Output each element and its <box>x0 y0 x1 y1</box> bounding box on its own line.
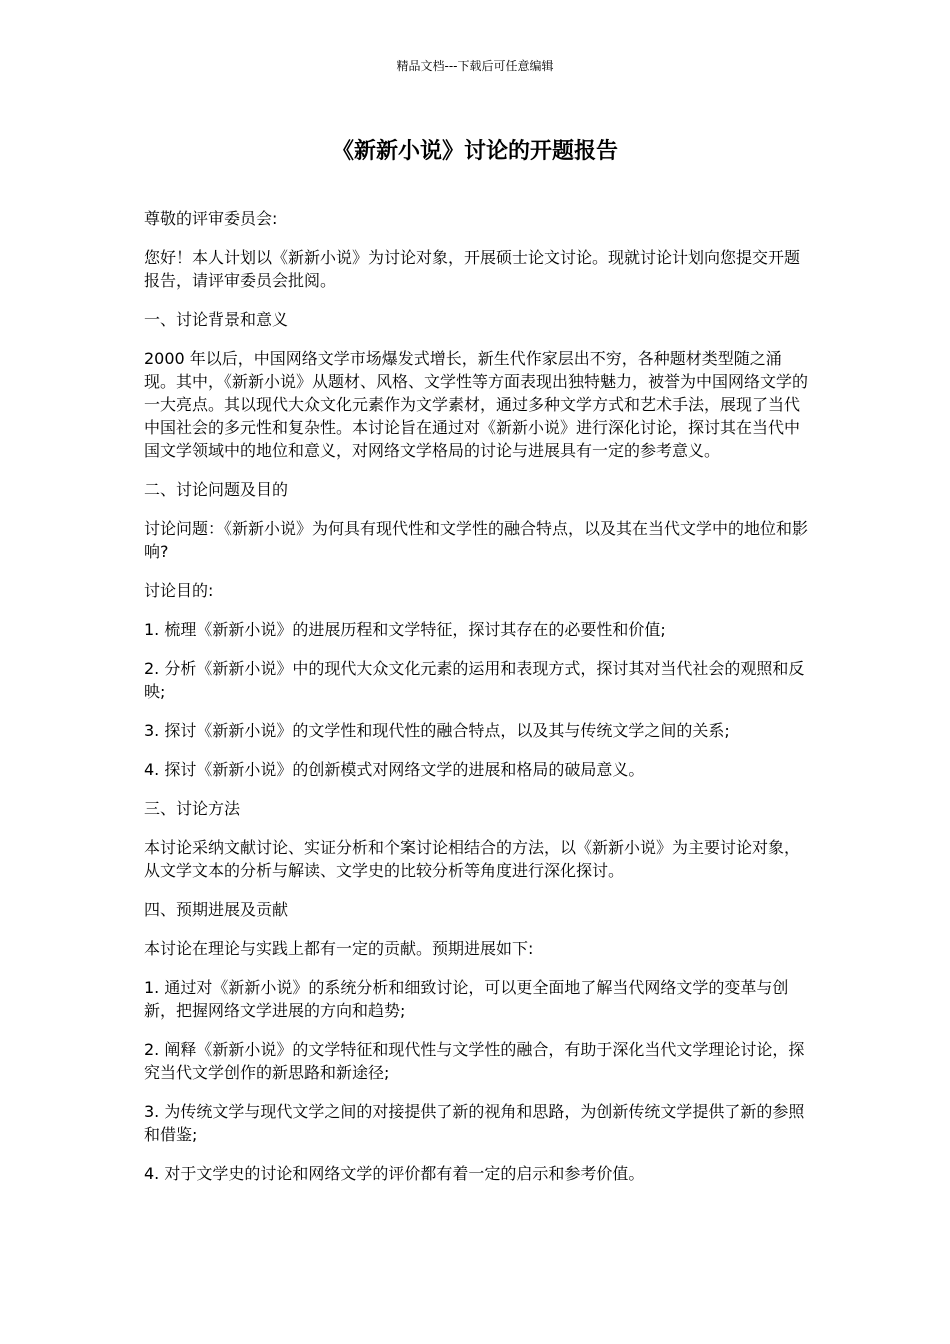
expected-item-1: 1. 通过对《新新小说》的系统分析和细致讨论，可以更全面地了解当代网络文学的变革与创新，把握网络文学进展的方向和趋势; <box>144 978 789 1020</box>
research-question-paragraph: 讨论问题：《新新小说》为何具有现代性和文学性的融合特点，以及其在当代文学中的地位和影响? <box>144 519 809 561</box>
intro-paragraph: 您好！本人计划以《新新小说》为讨论对象，开展硕士论文讨论。现就讨论计划向您提交开题报告，请评审委员会批阅。 <box>144 248 801 290</box>
section-heading-expected: 四、预期进展及贡献 <box>144 900 289 919</box>
background-paragraph: 2000 年以后，中国网络文学市场爆发式增长，新生代作家层出不穷，各种题材类型随之涌现。其中，《新新小说》从题材、风格、文学性等方面表现出独特魅力，被誉为中国网络文学的一大亮点。其以现代大众文化元素作为文学素材，通过多种文学方式和艺术手法，展现了当代中国社会的多元性和复杂性。本讨论旨在通过对《新新小说》进行深化讨论，探讨其在当代中国文学领域中的地位和意义，对网络文学格局的讨论与进展具有一定的参考意义。 <box>144 349 809 460</box>
section-heading-questions: 二、讨论问题及目的 <box>144 480 289 499</box>
section-heading-methods: 三、讨论方法 <box>144 799 241 818</box>
expected-item-3: 3. 为传统文学与现代文学之间的对接提供了新的视角和思路，为创新传统文学提供了新的参照和借鉴; <box>144 1102 805 1144</box>
document-title: 《新新小说》讨论的开题报告 <box>331 139 618 164</box>
expected-intro-paragraph: 本讨论在理论与实践上都有一定的贡献。预期进展如下: <box>144 939 534 958</box>
purpose-item-2: 2. 分析《新新小说》中的现代大众文化元素的运用和表现方式，探讨其对当代社会的观照和反映; <box>144 659 805 701</box>
purpose-item-1: 1. 梳理《新新小说》的进展历程和文学特征，探讨其存在的必要性和价值; <box>144 620 666 639</box>
methods-paragraph: 本讨论采纳文献讨论、实证分析和个案讨论相结合的方法，以《新新小说》为主要讨论对象，从文学文本的分析与解读、文学史的比较分析等角度进行深化探讨。 <box>144 838 801 880</box>
header-note: 精品文档---下载后可任意编辑 <box>396 59 554 73</box>
document-body <box>144 207 808 1201</box>
salutation: 尊敬的评审委员会: <box>144 209 278 228</box>
expected-item-2: 2. 阐释《新新小说》的文学特征和现代性与文学性的融合，有助于深化当代文学理论讨论，探究当代文学创作的新思路和新途径; <box>144 1040 805 1082</box>
section-heading-background: 一、讨论背景和意义 <box>144 310 289 329</box>
purpose-item-3: 3. 探讨《新新小说》的文学性和现代性的融合特点，以及其与传统文学之间的关系; <box>144 721 730 740</box>
research-purpose-label: 讨论目的: <box>144 581 214 600</box>
expected-item-4: 4. 对于文学史的讨论和网络文学的评价都有着一定的启示和参考价值。 <box>144 1164 645 1183</box>
purpose-item-4: 4. 探讨《新新小说》的创新模式对网络文学的进展和格局的破局意义。 <box>144 760 645 779</box>
